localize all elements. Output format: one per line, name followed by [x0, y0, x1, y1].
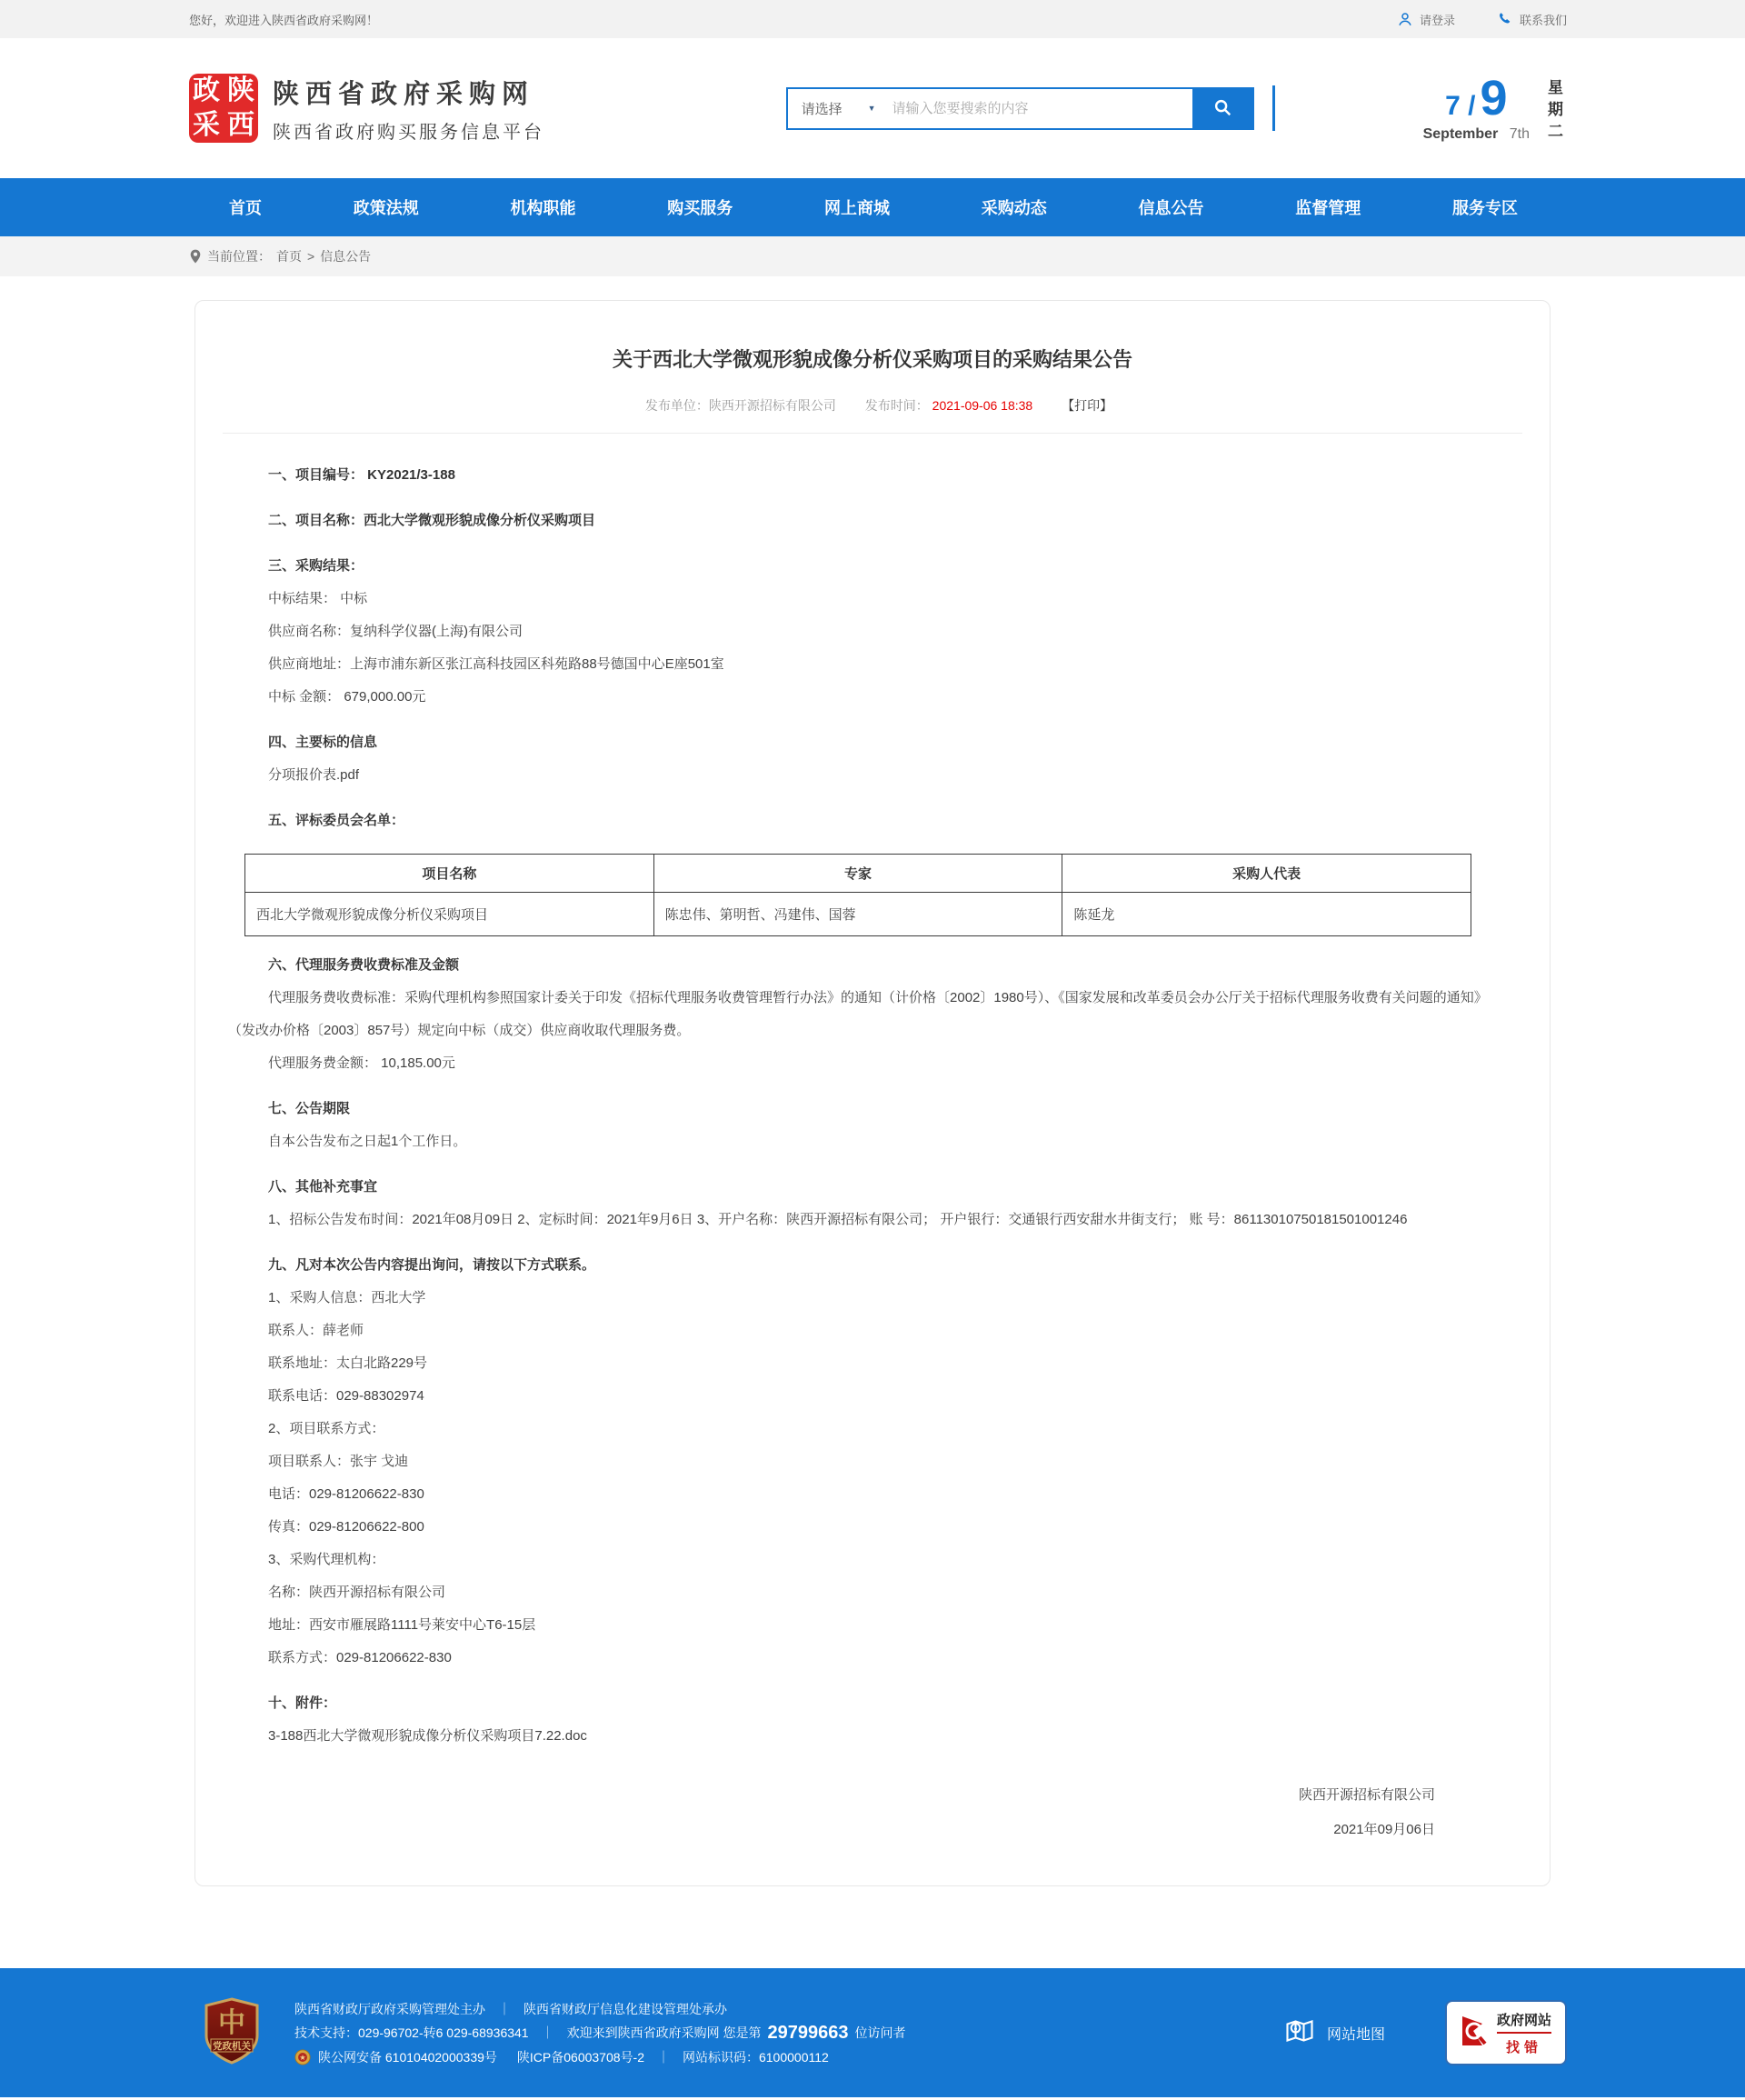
site-title: 陕西省政府采购网 [273, 79, 535, 109]
article-paragraph: 供应商地址：上海市浦东新区张江高科技园区科苑路88号德国中心E座501室 [268, 656, 724, 672]
attachment-link-pdf[interactable]: 分项报价表.pdf [268, 767, 360, 783]
site-header [0, 38, 1745, 178]
section-heading: 七、公告期限 [268, 1101, 351, 1116]
article-paragraph: 3、采购代理机构： [268, 1552, 385, 1567]
footer-separator: ｜ [498, 2001, 511, 2016]
article-paragraph: 传真：029-81206622-800 [268, 1519, 424, 1535]
nav-item-announcements[interactable]: 信息公告 [1138, 199, 1204, 217]
police-registration[interactable]: 陕公网安备 61010402000339号 [318, 2049, 497, 2065]
article-title: 关于西北大学微观形貌成像分析仪采购项目的采购结果公告 [612, 348, 1132, 371]
section-heading: 九、凡对本次公告内容提出询问，请按以下方式联系。 [268, 1257, 596, 1273]
table-header-row [245, 855, 1471, 893]
article-paragraph: 项目联系人：张宇 戈迪 [268, 1454, 409, 1469]
logo-char: 西 [227, 110, 254, 140]
committee-table [244, 854, 1471, 936]
footer-text [294, 1995, 905, 2071]
footer-right [1283, 2000, 1567, 2065]
article-paragraph: 联系电话：029-88302974 [268, 1388, 424, 1404]
search-icon [1212, 97, 1232, 120]
weekday-char: 星 [1548, 79, 1563, 96]
login-label: 请登录 [1419, 13, 1455, 27]
police-badge-icon [294, 2049, 311, 2065]
nav-item-service-zone[interactable]: 服务专区 [1452, 199, 1518, 217]
cell-buyer-rep: 陈延龙 [1062, 893, 1471, 936]
nav-item-procurement-news[interactable]: 采购动态 [981, 199, 1047, 217]
tech-support: 技术支持：029-96702-转6 029-68936341 [294, 2025, 529, 2040]
svg-text:★: ★ [299, 2053, 306, 2062]
footer-separator: ｜ [656, 2049, 670, 2065]
article-paragraph: 1、采购人信息：西北大学 [268, 1290, 426, 1305]
error-badge-text [1497, 2010, 1551, 2056]
sitemap-label: 网站地图 [1326, 2026, 1385, 2043]
organizer-undertake: 陕西省财政厅信息化建设管理处承办 [524, 2001, 727, 2016]
svg-text:中: 中 [218, 2007, 245, 2038]
nav-item-online-mall[interactable]: 网上商城 [824, 199, 890, 217]
month-name: September [1422, 126, 1499, 142]
login-link[interactable] [1397, 11, 1455, 28]
signature-date: 2021年09月06日 [1333, 1822, 1435, 1837]
article-paragraph: 2、项目联系方式： [268, 1421, 385, 1436]
main-nav [0, 178, 1745, 236]
cell-project-name: 西北大学微观形貌成像分析仪采购项目 [245, 893, 654, 936]
signature-block [228, 1778, 1499, 1847]
map-icon [1283, 2015, 1316, 2052]
breadcrumb-current: 信息公告 [320, 249, 372, 264]
article-paragraph: 联系方式：029-81206622-830 [268, 1650, 452, 1665]
section-heading: 二、项目名称：西北大学微观形貌成像分析仪采购项目 [268, 513, 596, 528]
article-paragraph: 代理服务费收费标准：采购代理机构参照国家计委关于印发《招标代理服务收费管理暂行办法》的通知（计价格〔2002〕1980号）、《国家发展和改革委员会办公厅关于招标代理服务收费有关问题的通知》（发改办价格〔2003〕857号）规定向中标（成交）供应商收取代理服务费。 [228, 990, 1488, 1038]
table-header-experts: 专家 [653, 855, 1062, 893]
logo-char: 采 [193, 110, 220, 140]
footer-line-organizers [294, 2000, 905, 2018]
publish-time-value: 2021-09-06 18:38 [932, 398, 1033, 413]
article-paragraph: 名称：陕西开源招标有限公司 [268, 1585, 446, 1600]
breadcrumb-home[interactable]: 首页 [276, 249, 302, 264]
site-logo-seal [189, 74, 258, 143]
article-paragraph: 电话：029-81206622-830 [268, 1486, 424, 1502]
print-button[interactable]: 【打印】 [1062, 398, 1113, 413]
gov-site-error-report-badge[interactable] [1445, 2000, 1567, 2065]
article-paragraph: 联系地址：太白北路229号 [268, 1355, 428, 1371]
breadcrumb [0, 236, 1745, 276]
nav-item-purchase-service[interactable]: 购买服务 [667, 199, 733, 217]
error-badge-line1: 政府网站 [1497, 2010, 1551, 2034]
search-category-select[interactable] [788, 89, 889, 128]
day-ordinal: 7th [1509, 126, 1530, 142]
user-icon [1397, 11, 1413, 27]
section-heading: 一、项目编号： KY2021/3-188 [268, 467, 455, 483]
visitor-prefix: 欢迎来到陕西省政府采购网 您是第 [566, 2025, 762, 2040]
icp-registration[interactable]: 陕ICP备06003708号-2 [516, 2049, 644, 2065]
article-paragraph: 中标 金额： 679,000.00元 [268, 689, 426, 705]
meta-divider [223, 433, 1522, 434]
footer-line-registration [294, 2048, 905, 2066]
visitor-count: 29799663 [767, 2022, 849, 2043]
article-paragraph: 中标结果： 中标 [268, 591, 368, 606]
article-paragraph: 自本公告发布之日起1个工作日。 [268, 1134, 467, 1149]
organizer-main: 陕西省财政厅政府采购管理处主办 [294, 2001, 485, 2016]
section-heading: 八、其他补充事宜 [268, 1179, 378, 1195]
article-paragraph: 1、招标公告发布时间：2021年08月09日 2、定标时间：2021年9月6日 3、开户名称：陕西开源招标有限公司； 开户银行：交通银行西安甜水井街支行； 账 号：86113010750181501001246 [268, 1212, 1408, 1227]
visitor-suffix: 位访问者 [854, 2025, 906, 2040]
section-heading: 六、代理服务费收费标准及金额 [268, 957, 460, 973]
chevron-down-icon: ▼ [867, 104, 876, 113]
site-identification-code: 网站标识码：6100000112 [682, 2049, 829, 2065]
nav-item-policies[interactable]: 政策法规 [353, 199, 419, 217]
section-heading: 三、采购结果： [268, 558, 364, 574]
section-heading: 五、评标委员会名单： [268, 813, 405, 828]
party-government-shield-badge [204, 1997, 260, 2069]
table-header-buyer-rep: 采购人代表 [1062, 855, 1471, 893]
date-numbers [1422, 71, 1530, 143]
search-select-label: 请选择 [801, 101, 843, 117]
site-titles [273, 74, 544, 144]
topbar-right [1397, 11, 1567, 28]
weekday-vertical [1548, 77, 1563, 143]
header-divider [1272, 85, 1275, 131]
location-pin-icon [189, 249, 202, 264]
section-heading: 十、附件： [268, 1695, 337, 1711]
sitemap-link[interactable] [1283, 2015, 1385, 2052]
contact-label: 联系我们 [1519, 13, 1567, 27]
site-footer [0, 1968, 1745, 2097]
phone-icon [1497, 11, 1513, 27]
table-header-project: 项目名称 [245, 855, 654, 893]
weekday-char: 二 [1548, 123, 1563, 140]
day-number: 9 [1480, 71, 1508, 125]
weekday-char: 期 [1548, 101, 1563, 118]
search-box [786, 87, 1254, 130]
logo-char: 陕 [227, 75, 254, 105]
article-body [195, 459, 1550, 1847]
nav-item-supervision[interactable]: 监督管理 [1295, 199, 1361, 217]
article-card [194, 300, 1551, 1886]
publisher: 发布单位：陕西开源招标有限公司 [644, 398, 836, 413]
breadcrumb-label: 当前位置： [207, 249, 271, 264]
month-number: 7 / [1445, 91, 1476, 121]
svg-text:党政机关: 党政机关 [213, 2040, 251, 2052]
logo-char: 政 [193, 75, 220, 105]
welcome-text: 您好，欢迎进入陕西省政府采购网！ [189, 13, 379, 27]
date-widget [1422, 71, 1563, 143]
article-paragraph: 地址：西安市雁展路1111号莱安中心T6-15层 [268, 1617, 536, 1633]
top-bar [0, 0, 1745, 38]
article-meta [195, 396, 1550, 415]
nav-item-functions[interactable]: 机构职能 [510, 199, 576, 217]
error-finder-icon [1461, 2013, 1490, 2054]
footer-separator: ｜ [541, 2025, 554, 2040]
article-paragraph: 供应商名称：复纳科学仪器(上海)有限公司 [268, 624, 523, 639]
article-paragraph: 代理服务费金额： 10,185.00元 [268, 1055, 455, 1071]
signature-company: 陕西开源招标有限公司 [1298, 1787, 1435, 1803]
article-paragraph: 联系人：薛老师 [268, 1323, 364, 1338]
nav-item-home[interactable]: 首页 [229, 199, 262, 217]
contact-link[interactable] [1497, 11, 1567, 28]
search-button[interactable] [1192, 89, 1252, 128]
publish-time-label: 发布时间： [864, 398, 929, 413]
table-row [245, 893, 1471, 936]
site-subtitle: 陕西省政府购买服务信息平台 [273, 122, 544, 143]
publish-time [865, 398, 1036, 413]
footer-line-support [294, 2023, 905, 2044]
attachment-link-doc[interactable]: 3-188西北大学微观形貌成像分析仪采购项目7.22.doc [268, 1728, 587, 1744]
cell-experts: 陈忠伟、第明哲、冯建伟、国蓉 [653, 893, 1062, 936]
breadcrumb-separator: > [307, 249, 315, 264]
section-heading: 四、主要标的信息 [268, 735, 378, 750]
error-badge-line2: 找错 [1505, 2039, 1542, 2055]
search-input[interactable] [889, 89, 1192, 128]
